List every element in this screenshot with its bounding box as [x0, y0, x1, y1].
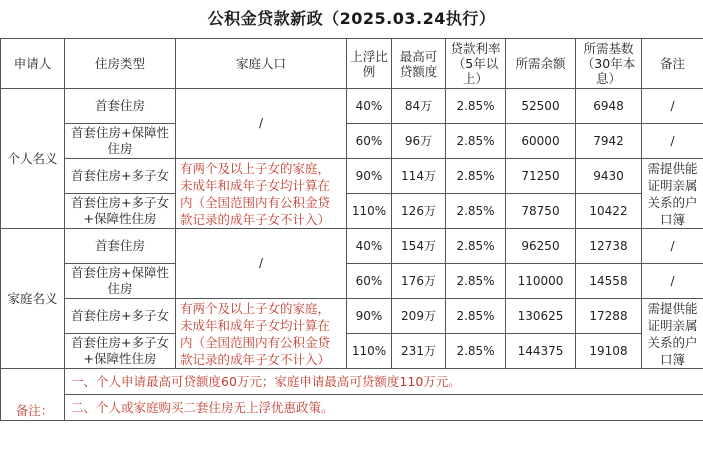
rate-cell: 2.85%	[446, 124, 506, 159]
note-cell: /	[642, 264, 703, 299]
footer-note-2: 二、个人或家庭购买二套住房无上浮优惠政策。	[65, 395, 703, 421]
table-row	[1, 229, 703, 264]
housing-type-cell: 首套住房	[65, 89, 176, 124]
footer-note-1: 一、个人申请最高可贷额度60万元；家庭申请最高可贷额度110万元。	[65, 369, 703, 395]
base-cell: 19108	[576, 334, 642, 369]
table-header-row	[1, 39, 703, 89]
table-row	[1, 264, 703, 299]
loan-policy-table	[0, 38, 703, 421]
ratio-cell: 110%	[347, 194, 392, 229]
balance-cell: 130625	[506, 299, 576, 334]
header-rate: 贷款利率（5年以上）	[446, 39, 506, 89]
base-cell: 6948	[576, 89, 642, 124]
ratio-cell: 110%	[347, 334, 392, 369]
multi-child-condition-cell: 有两个及以上子女的家庭，未成年和成年子女均计算在内（全国范围内有公积金贷款记录的成年子女不计入）	[176, 159, 347, 229]
base-cell: 17288	[576, 299, 642, 334]
note-cell: /	[642, 89, 703, 124]
multi-child-condition-cell: 有两个及以上子女的家庭，未成年和成年子女均计算在内（全国范围内有公积金贷款记录的成年子女不计入）	[176, 299, 347, 369]
applicant-cell: 家庭名义	[1, 229, 65, 369]
housing-type-cell: 首套住房+多子女+保障性住房	[65, 334, 176, 369]
note-proof-cell: 需提供能证明亲属关系的户口簿	[642, 159, 703, 229]
limit-cell: 176万	[392, 264, 446, 299]
housing-type-cell: 首套住房+多子女	[65, 159, 176, 194]
ratio-cell: 40%	[347, 229, 392, 264]
header-limit: 最高可贷额度	[392, 39, 446, 89]
footer-label: 备注：	[1, 369, 65, 421]
limit-cell: 154万	[392, 229, 446, 264]
header-balance: 所需余额	[506, 39, 576, 89]
balance-cell: 110000	[506, 264, 576, 299]
document-title: 公积金贷款新政（2025.03.24执行）	[207, 9, 496, 28]
balance-cell: 78750	[506, 194, 576, 229]
base-cell: 14558	[576, 264, 642, 299]
housing-type-cell: 首套住房+保障性住房	[65, 264, 176, 299]
header-ratio: 上浮比例	[347, 39, 392, 89]
note-proof-cell: 需提供能证明亲属关系的户口簿	[642, 299, 703, 369]
table-row	[1, 159, 703, 194]
limit-cell: 126万	[392, 194, 446, 229]
balance-cell: 71250	[506, 159, 576, 194]
ratio-cell: 60%	[347, 264, 392, 299]
header-base: 所需基数（30年本息）	[576, 39, 642, 89]
housing-type-cell: 首套住房+多子女	[65, 299, 176, 334]
rate-cell: 2.85%	[446, 299, 506, 334]
limit-cell: 231万	[392, 334, 446, 369]
housing-type-cell: 首套住房	[65, 229, 176, 264]
ratio-cell: 90%	[347, 299, 392, 334]
rate-cell: 2.85%	[446, 264, 506, 299]
balance-cell: 144375	[506, 334, 576, 369]
rate-cell: 2.85%	[446, 159, 506, 194]
base-cell: 9430	[576, 159, 642, 194]
table-row	[1, 334, 703, 369]
balance-cell: 96250	[506, 229, 576, 264]
ratio-cell: 40%	[347, 89, 392, 124]
base-cell: 12738	[576, 229, 642, 264]
header-housing-type: 住房类型	[65, 39, 176, 89]
footer-row	[1, 369, 703, 395]
ratio-cell: 90%	[347, 159, 392, 194]
table-row	[1, 299, 703, 334]
header-family: 家庭人口	[176, 39, 347, 89]
footer-row	[1, 395, 703, 421]
balance-cell: 60000	[506, 124, 576, 159]
rate-cell: 2.85%	[446, 229, 506, 264]
limit-cell: 96万	[392, 124, 446, 159]
housing-type-cell: 首套住房+保障性住房	[65, 124, 176, 159]
limit-cell: 84万	[392, 89, 446, 124]
family-slash-cell: /	[176, 229, 347, 299]
rate-cell: 2.85%	[446, 89, 506, 124]
rate-cell: 2.85%	[446, 194, 506, 229]
applicant-cell: 个人名义	[1, 89, 65, 229]
housing-type-cell: 首套住房+多子女+保障性住房	[65, 194, 176, 229]
base-cell: 10422	[576, 194, 642, 229]
header-note: 备注	[642, 39, 703, 89]
base-cell: 7942	[576, 124, 642, 159]
rate-cell: 2.85%	[446, 334, 506, 369]
table-row	[1, 194, 703, 229]
note-cell: /	[642, 124, 703, 159]
note-cell: /	[642, 229, 703, 264]
header-applicant: 申请人	[1, 39, 65, 89]
ratio-cell: 60%	[347, 124, 392, 159]
balance-cell: 52500	[506, 89, 576, 124]
table-row	[1, 89, 703, 124]
family-slash-cell: /	[176, 89, 347, 159]
table-row	[1, 124, 703, 159]
limit-cell: 209万	[392, 299, 446, 334]
limit-cell: 114万	[392, 159, 446, 194]
